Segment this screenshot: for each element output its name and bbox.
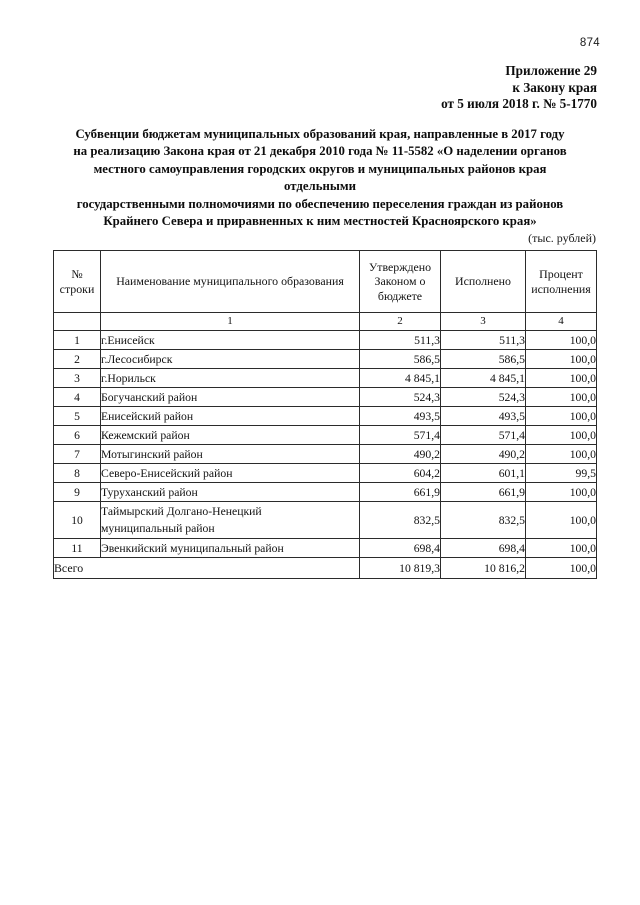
- cell-row-number: 6: [54, 426, 101, 445]
- cell-approved: 661,9: [360, 483, 441, 502]
- colnum-1: 1: [101, 313, 360, 331]
- table-row: [54, 464, 597, 483]
- title-line-4: государственными полномочиями по обеспечению переселения граждан из районов: [76, 196, 564, 211]
- cell-row-number: 8: [54, 464, 101, 483]
- cell-executed: 586,5: [441, 350, 526, 369]
- cell-percent: 99,5: [526, 464, 597, 483]
- cell-approved: 4 845,1: [360, 369, 441, 388]
- cell-row-number: 9: [54, 483, 101, 502]
- cell-percent: 100,0: [526, 502, 597, 539]
- appendix-reference-block: [300, 63, 597, 113]
- budget-table-container: [53, 250, 596, 579]
- header-percent-line1: Процент: [539, 266, 583, 281]
- cell-municipality-name: Северо-Енисейский район: [101, 464, 360, 483]
- cell-municipality-name: Кежемский район: [101, 426, 360, 445]
- cell-percent: 100,0: [526, 483, 597, 502]
- title-line-1: Субвенции бюджетам муниципальных образований края, направленные в 2017 году: [75, 127, 565, 141]
- cell-executed: 490,2: [441, 445, 526, 464]
- cell-percent: 100,0: [526, 539, 597, 558]
- document-title: [58, 126, 582, 230]
- colnum-4: 4: [526, 313, 597, 331]
- table-row: [54, 388, 597, 407]
- header-row-number-line2: строки: [59, 281, 95, 296]
- cell-approved: 571,4: [360, 426, 441, 445]
- cell-executed: 571,4: [441, 426, 526, 445]
- header-executed: Исполнено: [441, 251, 526, 313]
- header-municipality-name: Наименование муниципального образования: [101, 251, 360, 313]
- cell-approved: 511,3: [360, 331, 441, 350]
- colnum-0: [54, 313, 101, 331]
- cell-municipality-name: Богучанский район: [101, 388, 360, 407]
- cell-executed: 493,5: [441, 407, 526, 426]
- cell-executed: 524,3: [441, 388, 526, 407]
- cell-row-number: 5: [54, 407, 101, 426]
- table-row: [54, 369, 597, 388]
- cell-municipality-name: Мотыгинский район: [101, 445, 360, 464]
- cell-municipality-name: Туруханский район: [101, 483, 360, 502]
- table-row: [54, 331, 597, 350]
- header-approved-line3: бюджете: [377, 288, 423, 303]
- budget-table: [53, 250, 597, 579]
- cell-row-number: 11: [54, 539, 101, 558]
- cell-approved: 832,5: [360, 502, 441, 539]
- header-percent-line2: исполнения: [531, 281, 591, 296]
- table-total-row: [54, 558, 597, 579]
- cell-row-number: 1: [54, 331, 101, 350]
- appendix-law-date: от 5 июля 2018 г. № 5-1770: [441, 96, 597, 111]
- cell-total-percent: 100,0: [526, 558, 597, 579]
- appendix-title: Приложение 29: [505, 63, 597, 78]
- cell-percent: 100,0: [526, 388, 597, 407]
- cell-total-approved: 10 819,3: [360, 558, 441, 579]
- cell-approved: 490,2: [360, 445, 441, 464]
- cell-municipality-name: Енисейский район: [101, 407, 360, 426]
- header-row-number: [54, 251, 101, 313]
- colnum-3: 3: [441, 313, 526, 331]
- table-row: [54, 483, 597, 502]
- cell-row-number: 4: [54, 388, 101, 407]
- cell-row-number: 2: [54, 350, 101, 369]
- units-note: (тыс. рублей): [528, 231, 596, 245]
- title-line-2: на реализацию Закона края от 21 декабря 2010 года № 11-5582 «О наделении органов: [73, 144, 567, 159]
- cell-total-executed: 10 816,2: [441, 558, 526, 579]
- cell-approved: 698,4: [360, 539, 441, 558]
- table-row: [54, 407, 597, 426]
- cell-approved: 493,5: [360, 407, 441, 426]
- cell-approved: 524,3: [360, 388, 441, 407]
- header-percent: [526, 251, 597, 313]
- cell-percent: 100,0: [526, 407, 597, 426]
- header-row-number-line1: №: [71, 266, 83, 281]
- cell-municipality-name: Эвенкийский муниципальный район: [101, 539, 360, 558]
- cell-row-number: 3: [54, 369, 101, 388]
- header-approved-line2: Законом о: [374, 274, 426, 289]
- cell-percent: 100,0: [526, 445, 597, 464]
- cell-percent: 100,0: [526, 350, 597, 369]
- table-header-row: [54, 251, 597, 313]
- cell-executed: 661,9: [441, 483, 526, 502]
- table-row: [54, 539, 597, 558]
- page-number: 874: [579, 37, 600, 49]
- table-row: [54, 445, 597, 464]
- cell-executed: 4 845,1: [441, 369, 526, 388]
- table-row: [54, 426, 597, 445]
- cell-total-label: Всего: [54, 558, 360, 579]
- cell-executed: 698,4: [441, 539, 526, 558]
- cell-municipality-name: г.Лесосибирск: [101, 350, 360, 369]
- cell-percent: 100,0: [526, 331, 597, 350]
- cell-approved: 604,2: [360, 464, 441, 483]
- cell-municipality-name: г.Енисейск: [101, 331, 360, 350]
- cell-executed: 832,5: [441, 502, 526, 539]
- table-row: [54, 350, 597, 369]
- header-approved: [360, 251, 441, 313]
- cell-percent: 100,0: [526, 369, 597, 388]
- table-column-number-row: [54, 313, 597, 331]
- cell-row-number: 10: [54, 502, 101, 539]
- cell-row-number: 7: [54, 445, 101, 464]
- table-body: [54, 331, 597, 579]
- table-row: [54, 502, 597, 539]
- appendix-law-line: к Закону края: [512, 79, 597, 95]
- cell-executed: 511,3: [441, 331, 526, 350]
- colnum-2: 2: [360, 313, 441, 331]
- title-line-3: местного самоуправления городских округов и муниципальных районов края отдельными: [93, 161, 547, 194]
- title-line-5: Крайнего Севера и приравненных к ним местностей Красноярского края»: [103, 214, 537, 229]
- cell-municipality-name: г.Норильск: [101, 369, 360, 388]
- cell-percent: 100,0: [526, 426, 597, 445]
- cell-executed: 601,1: [441, 464, 526, 483]
- cell-municipality-name: Таймырский Долгано-Ненецкий муниципальный район: [101, 502, 360, 539]
- cell-approved: 586,5: [360, 350, 441, 369]
- header-approved-line1: Утверждено: [368, 259, 432, 274]
